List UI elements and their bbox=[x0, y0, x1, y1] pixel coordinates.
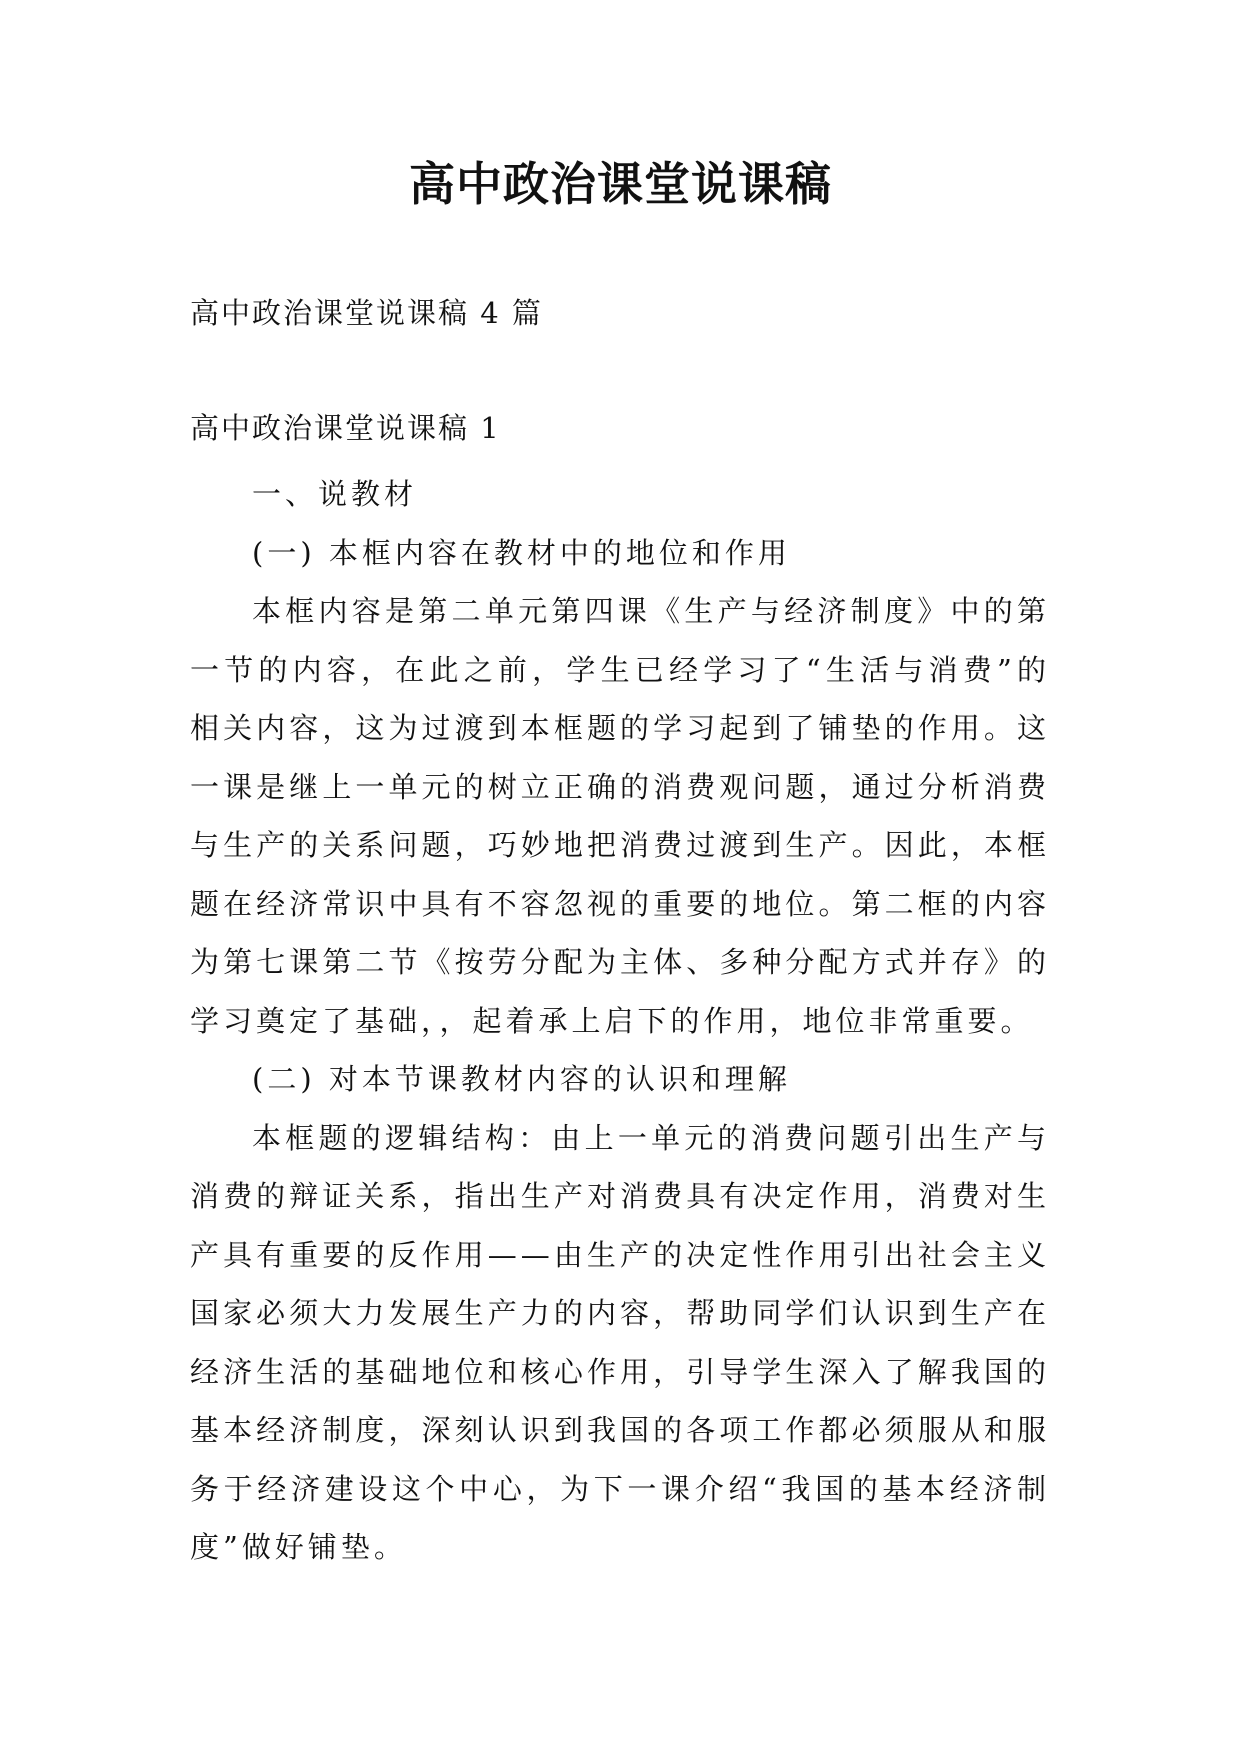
paragraph-position-role: 本框内容是第二单元第四课《生产与经济制度》中的第一节的内容，在此之前，学生已经学习了“生活与消费”的相关内容，这为过渡到本框题的学习起到了铺垫的作用。这一课是继上一单元的树立正确的消费观问题，通过分析消费与生产的关系问题，巧妙地把消费过渡到生产。因此，本框题在经济常识中具有不容忽视的重要的地位。第二框的内容为第七课第二节《按劳分配为主体、多种分配方式并存》的学习奠定了基础，，起着承上启下的作用，地位非常重要。 bbox=[190, 594, 1050, 1038]
heading-shuo-jiaocai: 一、说教材 bbox=[252, 477, 418, 511]
document-subtitle: 高中政治课堂说课稿 4 篇 bbox=[190, 296, 543, 330]
subheading-position-role: (一) 本框内容在教材中的地位和作用 bbox=[252, 535, 791, 570]
subheading-understanding: (二) 对本节课教材内容的认识和理解 bbox=[252, 1062, 791, 1096]
document-body bbox=[190, 465, 1050, 1577]
section-title: 高中政治课堂说课稿 1 bbox=[190, 411, 501, 445]
document-title: 高中政治课堂说课稿 bbox=[409, 157, 832, 211]
paragraph-logic-structure: 本框题的逻辑结构：由上一单元的消费问题引出生产与消费的辩证关系，指出生产对消费具有决定作用，消费对生产具有重要的反作用——由生产的决定性作用引出社会主义国家必须大力发展生产力的内容，帮助同学们认识到生产在经济生活的基础地位和核心作用，引导学生深入了解我国的基本经济制度，深刻认识到我国的各项工作都必须服从和服务于经济建设这个中心，为下一课介绍“我国的基本经济制度”做好铺垫。 bbox=[190, 1120, 1050, 1564]
